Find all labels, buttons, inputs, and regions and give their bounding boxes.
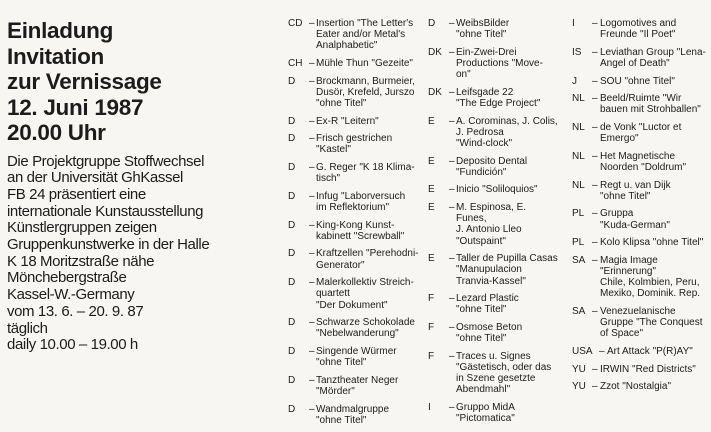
artist-group-and-work: SOU "ohne Titel"	[600, 75, 675, 87]
description-line: Die Projektgruppe Stoffwechsel	[7, 152, 205, 170]
country-code: F	[428, 293, 435, 305]
artist-group-and-work: IRWIN "Red Districts"	[600, 363, 696, 375]
artist-entry	[572, 151, 708, 173]
entry-dash: –	[309, 18, 315, 29]
entry-dash: –	[592, 237, 598, 249]
description-line: Künstlergruppen zeigen	[7, 219, 157, 237]
country-code: E	[428, 201, 435, 213]
artist-group-and-work: Gruppa "Kuda-German"	[600, 208, 670, 231]
country-code: I	[428, 401, 431, 413]
artist-group-and-work: de Vonk "Luctor et Emergo"	[600, 121, 682, 145]
entry-dash: –	[592, 150, 598, 162]
country-code: D	[288, 277, 296, 289]
entry-dash: –	[599, 345, 605, 357]
entry-dash: –	[449, 321, 455, 333]
entry-dash: –	[449, 18, 455, 29]
artist-group-and-work: Taller de Pupilla Casas "Manupulacion Tranvia-Kassel"	[456, 253, 558, 287]
country-code: PL	[572, 237, 585, 249]
artist-entry	[428, 253, 558, 287]
country-code: CH	[288, 58, 303, 69]
entry-dash: –	[449, 293, 455, 305]
artist-entry	[288, 191, 428, 213]
entry-dash: –	[309, 219, 315, 231]
artist-group-and-work: Ex-R "Leitern"	[316, 115, 379, 127]
entry-dash: –	[592, 93, 598, 105]
entry-dash: –	[309, 161, 315, 173]
artist-entry	[288, 76, 428, 110]
artist-group-and-work: Leifsgade 22 "The Edge Project"	[456, 86, 541, 109]
country-code: D	[288, 115, 296, 127]
heading-line: 20.00 Uhr	[7, 120, 106, 145]
entry-dash: –	[309, 374, 315, 386]
artist-list-column-3	[572, 18, 708, 399]
artist-entry	[572, 76, 708, 87]
artist-entry	[288, 375, 428, 397]
artist-group-and-work: King-Kong Kunst- kabinett "Screwball"	[316, 219, 405, 242]
artist-entry	[428, 202, 558, 247]
artist-entry	[428, 322, 558, 344]
invitation-heading	[7, 18, 277, 146]
artist-group-and-work: G. Reger "K 18 Klima- tisch"	[316, 161, 415, 185]
entry-dash: –	[309, 248, 315, 260]
artist-group-and-work: Infug "Laborversuch im Reflektorium"	[316, 190, 406, 213]
country-code: NL	[572, 179, 585, 191]
country-code: D	[288, 219, 296, 231]
country-code: NL	[572, 121, 585, 133]
artist-entry	[288, 133, 428, 155]
artist-group-and-work: Osmose Beton "ohne Titel"	[456, 321, 523, 345]
country-code: D	[288, 317, 296, 329]
entry-dash: –	[449, 401, 455, 413]
artist-group-and-work: Schwarze Schokolade "Nebelwanderung"	[316, 317, 415, 340]
artist-entry	[288, 58, 428, 69]
exhibition-description	[7, 154, 277, 354]
description-line: Mönchebergstraße	[7, 269, 127, 287]
country-code: F	[428, 350, 435, 362]
artist-entry	[572, 18, 708, 40]
artist-group-and-work: Kraftzellen "Perehodni- Generator"	[316, 248, 419, 271]
description-line: internationale Kunstausstellung	[7, 202, 204, 220]
artist-entry	[572, 180, 708, 202]
country-code: SA	[572, 305, 586, 317]
artist-entry	[428, 184, 558, 195]
country-code: USA	[572, 345, 593, 357]
entry-dash: –	[592, 363, 598, 375]
country-code: D	[288, 161, 296, 173]
country-code: D	[288, 345, 296, 357]
country-code: E	[428, 184, 435, 196]
entry-dash: –	[449, 201, 455, 213]
artist-group-and-work: Magia Image "Erinnerung" Chile, Kolmbien, Peru, Mexiko, Dominik. Rep.	[600, 254, 701, 300]
description-line: Kassel-W.-Germany	[7, 286, 135, 304]
artist-group-and-work: Het Magnetische Noorden "Doldrum"	[600, 150, 687, 173]
artist-group-and-work: Leviathan Group "Lena- Angel of Death"	[600, 46, 706, 69]
heading-line: Einladung	[7, 18, 114, 43]
entry-dash: –	[449, 86, 455, 98]
artist-group-and-work: Deposito Dental "Fundición"	[456, 155, 528, 178]
artist-entry	[428, 351, 558, 396]
entry-dash: –	[449, 155, 455, 167]
country-code: PL	[572, 208, 585, 220]
artist-group-and-work: Logomotives and Freunde "Il Poet"	[600, 18, 677, 41]
artist-entry	[572, 346, 708, 357]
entry-dash: –	[449, 115, 455, 127]
artist-entry	[288, 162, 428, 184]
description-line: an der Universität GhKassel	[7, 169, 183, 187]
artist-group-and-work: Tanztheater Neger "Mörder"	[316, 374, 399, 397]
artist-group-and-work: Traces u. Signes "Gästetisch, oder das in Szene gesetzte Abendmahl"	[456, 350, 552, 396]
entry-dash: –	[309, 403, 315, 415]
country-code: CD	[288, 18, 303, 29]
entry-dash: –	[309, 58, 315, 69]
entry-dash: –	[309, 190, 315, 202]
entry-dash: –	[592, 254, 598, 266]
entry-dash: –	[592, 208, 598, 220]
country-code: D	[428, 18, 436, 29]
entry-dash: –	[592, 75, 598, 87]
country-code: DK	[428, 86, 442, 98]
artist-group-and-work: WeibsBilder "ohne Titel"	[456, 18, 510, 41]
artist-entry	[572, 306, 708, 340]
artist-entry	[428, 402, 558, 424]
entry-dash: –	[449, 184, 455, 196]
artist-entry	[572, 93, 708, 115]
country-code: I	[572, 18, 575, 29]
country-code: D	[288, 190, 296, 202]
entry-dash: –	[449, 253, 455, 265]
country-code: NL	[572, 93, 585, 105]
entry-dash: –	[309, 317, 315, 329]
artist-group-and-work: Zzot "Nostalgia"	[600, 381, 672, 393]
country-code: IS	[572, 46, 582, 58]
entry-dash: –	[592, 121, 598, 133]
artist-entry	[572, 381, 708, 392]
entry-dash: –	[592, 381, 598, 393]
artist-group-and-work: Kolo Klipsa "ohne Titel"	[600, 237, 704, 249]
artist-group-and-work: Lezard Plastic "ohne Titel"	[456, 293, 519, 316]
entry-dash: –	[309, 133, 315, 145]
country-code: D	[288, 75, 296, 87]
entry-dash: –	[309, 345, 315, 357]
entry-dash: –	[309, 115, 315, 127]
artist-list-column-1	[288, 18, 428, 432]
artist-group-and-work: Venezuelanische Gruppe "The Conquest of Space"	[600, 305, 703, 340]
artist-group-and-work: Singende Würmer "ohne Titel"	[316, 345, 397, 369]
artist-entry	[572, 47, 708, 69]
description-line: täglich	[7, 319, 48, 337]
country-code: E	[428, 155, 435, 167]
artist-entry	[428, 116, 558, 150]
artist-group-and-work: Gruppo MidA "Pictomatica"	[456, 401, 515, 425]
country-code: DK	[428, 46, 442, 58]
artist-group-and-work: Inicio "Soliloquios"	[456, 184, 538, 196]
artist-entry	[572, 122, 708, 144]
artist-entry	[288, 277, 428, 311]
heading-line: 12. Juni 1987	[7, 94, 144, 120]
country-code: D	[288, 248, 296, 260]
artist-entry	[288, 346, 428, 368]
artist-group-and-work: Regt u. van Dijk "ohne Titel"	[600, 179, 671, 202]
artist-entry	[288, 116, 428, 127]
entry-dash: –	[592, 18, 598, 29]
artist-entry	[428, 156, 558, 178]
entry-dash: –	[592, 46, 598, 58]
invitation-intro	[7, 18, 277, 354]
description-line: K 18 Moritzstraße nähe	[7, 252, 155, 270]
entry-dash: –	[592, 305, 598, 317]
country-code: YU	[572, 363, 586, 375]
entry-dash: –	[449, 350, 455, 362]
artist-entry	[428, 87, 558, 109]
heading-line: Invitation	[7, 43, 104, 69]
country-code: NL	[572, 150, 585, 162]
description-line: Gruppenkunstwerke in der Halle	[7, 236, 210, 254]
country-code: E	[428, 115, 435, 127]
country-code: SA	[572, 254, 586, 266]
artist-list-column-2	[428, 18, 558, 431]
entry-dash: –	[309, 75, 315, 87]
artist-entry	[428, 47, 558, 81]
artist-entry	[572, 364, 708, 375]
country-code: D	[288, 403, 296, 415]
description-line: FB 24 präsentiert eine	[7, 185, 146, 203]
artist-entry	[428, 293, 558, 315]
country-code: E	[428, 253, 435, 265]
artist-group-and-work: M. Espinosa, E. Funes, J. Antonio Lleo "Outspaint"	[456, 201, 527, 247]
artist-group-and-work: Beeld/Ruimte "Wir bauen mit Strohballen"	[600, 93, 701, 116]
artist-group-and-work: Frisch gestrichen "Kastel"	[316, 133, 393, 156]
artist-entry	[288, 220, 428, 242]
artist-entry	[288, 248, 428, 270]
heading-line: zur Vernissage	[7, 69, 162, 94]
description-line: vom 13. 6. – 20. 9. 87	[7, 302, 144, 320]
description-line: daily 10.00 – 19.00 h	[7, 336, 138, 354]
entry-dash: –	[449, 46, 455, 58]
artist-entry	[288, 18, 428, 52]
country-code: J	[572, 75, 577, 87]
artist-group-and-work: Insertion "The Letter's Eater and/or Metal's Analphabetic"	[316, 18, 414, 52]
artist-entry	[428, 18, 558, 40]
artist-group-and-work: A. Corominas, J. Colis, J. Pedrosa "Wind-clock"	[456, 115, 558, 149]
artist-group-and-work: Art Attack "P(R)AY"	[607, 345, 693, 357]
artist-entry	[572, 237, 708, 248]
artist-group-and-work: Malerkollektiv Streich- quartett "Der Dokument"	[316, 277, 414, 311]
country-code: D	[288, 133, 296, 145]
entry-dash: –	[592, 179, 598, 191]
country-code: F	[428, 321, 435, 333]
artist-entry	[288, 317, 428, 339]
country-code: YU	[572, 381, 586, 393]
artist-entry	[572, 208, 708, 230]
artist-group-and-work: Mühle Thun "Gezeite"	[316, 58, 413, 69]
country-code: D	[288, 374, 296, 386]
artist-group-and-work: Brockmann, Burmeier, Dusör, Krefeld, Jurszo "ohne Titel"	[316, 75, 415, 109]
artist-entry	[572, 255, 708, 300]
artist-entry	[288, 404, 428, 426]
entry-dash: –	[309, 277, 315, 289]
artist-group-and-work: Ein-Zwei-Drei Productions "Move- on"	[456, 46, 543, 81]
artist-group-and-work: Wandmalgruppe "ohne Titel"	[316, 403, 390, 426]
